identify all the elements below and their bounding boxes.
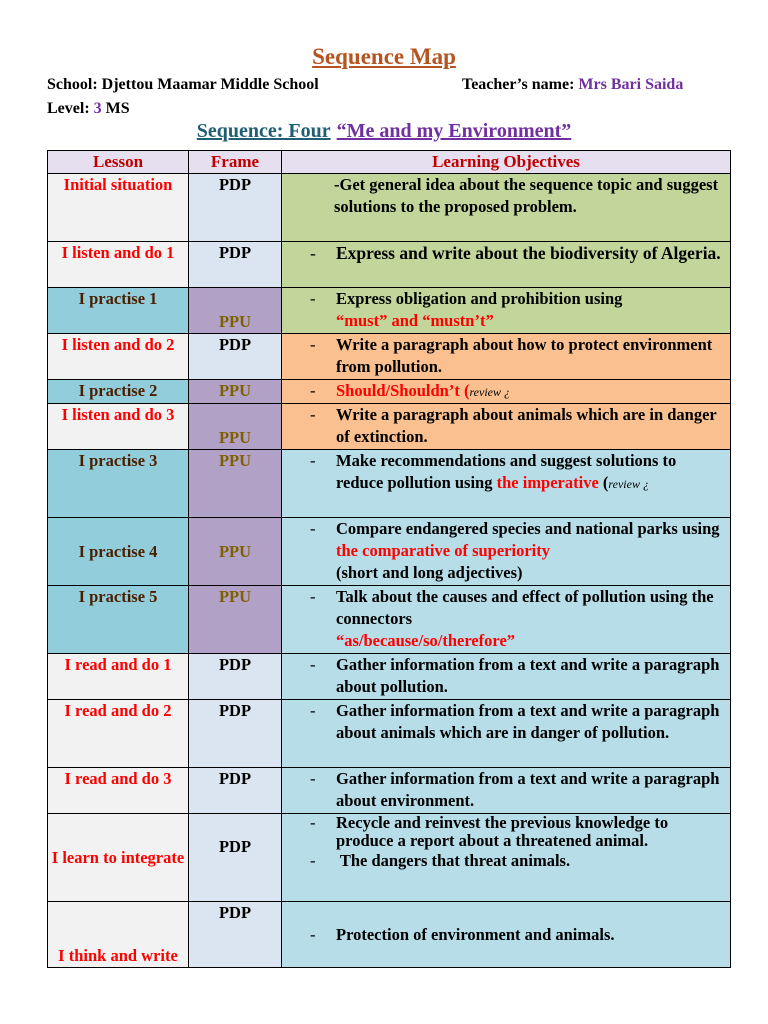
objective-text: Gather information from a text and write a paragraph about environment. xyxy=(336,769,720,810)
table-row xyxy=(48,814,731,902)
lesson-cell: I listen and do 3 xyxy=(48,404,189,450)
lesson-cell: I practise 3 xyxy=(48,450,189,518)
lesson-cell: I read and do 1 xyxy=(48,654,189,700)
objective-text: Protection of environment and animals. xyxy=(336,924,615,944)
table-row xyxy=(48,518,731,586)
table-row xyxy=(48,450,731,518)
objective-text: Express obligation and prohibition using xyxy=(336,289,623,308)
objective-cell xyxy=(282,518,731,586)
sequence-heading xyxy=(0,120,768,143)
objective-text: Recycle and reinvest the previous knowledge to produce a report about a threatened animal. xyxy=(336,813,669,850)
level-label: Level: xyxy=(47,100,90,117)
objective-text: Gather information from a text and write a paragraph about animals which are in danger of pollution. xyxy=(336,701,720,742)
objective-cell xyxy=(282,242,731,288)
frame-cell: PDP xyxy=(189,700,282,768)
lesson-cell: I read and do 3 xyxy=(48,768,189,814)
table-header-row xyxy=(48,151,731,174)
frame-cell: PDP xyxy=(189,334,282,380)
objective-text: Talk about the causes and effect of pollution using the connectors xyxy=(336,587,714,628)
objective-cell xyxy=(282,700,731,768)
header-frame: Frame xyxy=(189,151,282,174)
sequence-table xyxy=(47,150,731,968)
bullet-dash: - xyxy=(310,289,316,308)
bullet-dash: - xyxy=(310,701,316,720)
header-lesson: Lesson xyxy=(48,151,189,174)
bullet-dash: - xyxy=(310,924,316,944)
table-row xyxy=(48,242,731,288)
objective-highlight: the imperative xyxy=(496,473,599,492)
objective-highlight: “must” and “mustn’t” xyxy=(336,311,494,330)
objective-highlight: the comparative of superiority xyxy=(336,541,550,560)
objective-text: Compare endangered species and national parks using xyxy=(336,519,720,538)
table-row xyxy=(48,902,731,968)
objective-tail: ( xyxy=(598,473,609,492)
table-row xyxy=(48,334,731,380)
objective-cell xyxy=(282,768,731,814)
table-row xyxy=(48,380,731,404)
table-row xyxy=(48,586,731,654)
bullet-dash: - xyxy=(310,587,316,606)
lesson-cell: Initial situation xyxy=(48,174,189,242)
objective-cell xyxy=(282,814,731,902)
frame-cell: PPU xyxy=(189,518,282,586)
bullet-dash: - xyxy=(310,243,316,263)
table-row xyxy=(48,768,731,814)
frame-cell: PDP xyxy=(189,768,282,814)
frame-cell: PPU xyxy=(189,586,282,654)
level-suffix: MS xyxy=(105,100,130,117)
lesson-cell: I read and do 2 xyxy=(48,700,189,768)
objective-highlight: Should/Shouldn’t ( xyxy=(336,381,470,400)
sequence-label: Sequence: Four xyxy=(196,120,331,142)
page-title: Sequence Map xyxy=(312,44,456,69)
objective-text-2: The dangers that threat animals. xyxy=(336,851,571,870)
school-label: School: xyxy=(47,76,98,93)
objective-cell xyxy=(282,288,731,334)
objective-text: Write a paragraph about animals which are in danger of extinction. xyxy=(336,405,717,446)
header-objectives: Learning Objectives xyxy=(282,151,731,174)
objective-cell xyxy=(282,404,731,450)
objective-cell xyxy=(282,334,731,380)
level-line xyxy=(47,100,130,118)
school-name: Djettou Maamar Middle School xyxy=(101,76,319,93)
lesson-cell: I practise 5 xyxy=(48,586,189,654)
bullet-dash: - xyxy=(310,381,316,400)
bullet-dash: - xyxy=(310,769,316,788)
bullet-dash: - xyxy=(310,655,316,674)
bullet-dash: - xyxy=(310,405,316,424)
lesson-cell: I listen and do 2 xyxy=(48,334,189,380)
teacher-label: Teacher’s name: xyxy=(462,76,575,93)
lesson-cell: I learn to integrate xyxy=(48,814,189,902)
bullet-dash: - xyxy=(310,813,316,832)
table-row xyxy=(48,654,731,700)
frame-cell: PPU xyxy=(189,450,282,518)
table-row xyxy=(48,174,731,242)
review-note: review ¿ xyxy=(469,385,510,399)
frame-cell: PDP xyxy=(189,174,282,242)
objective-cell xyxy=(282,380,731,404)
lesson-cell: I practise 4 xyxy=(48,518,189,586)
table-row xyxy=(48,404,731,450)
objective-cell xyxy=(282,902,731,968)
sequence-name: “Me and my Environment” xyxy=(336,120,572,142)
objective-tail: (short and long adjectives) xyxy=(336,563,523,582)
objective-highlight: “as/because/so/therefore” xyxy=(336,631,516,650)
level-number: 3 xyxy=(93,100,102,117)
teacher-line xyxy=(462,76,683,94)
frame-cell: PDP xyxy=(189,242,282,288)
teacher-name: Mrs Bari Saida xyxy=(578,76,684,93)
objective-text: Make recommendations and suggest solutions to reduce pollution using xyxy=(336,451,677,492)
lesson-cell: I practise 1 xyxy=(48,288,189,334)
objective-text: Gather information from a text and write a paragraph about pollution. xyxy=(336,655,720,696)
lesson-cell: I practise 2 xyxy=(48,380,189,404)
bullet-dash: - xyxy=(310,851,316,870)
objective-cell xyxy=(282,654,731,700)
objective-text: -Get general idea about the sequence topic and suggest solutions to the proposed problem. xyxy=(334,175,719,216)
objective-text: Write a paragraph about how to protect environment from pollution. xyxy=(336,335,713,376)
objective-cell xyxy=(282,450,731,518)
objective-text: Express and write about the biodiversity of Algeria. xyxy=(336,243,721,263)
lesson-cell: I listen and do 1 xyxy=(48,242,189,288)
objective-cell xyxy=(282,174,731,242)
school-line xyxy=(47,76,319,94)
objective-cell xyxy=(282,586,731,654)
frame-cell: PDP xyxy=(189,902,282,968)
bullet-dash: - xyxy=(310,335,316,354)
frame-cell: PDP xyxy=(189,654,282,700)
review-note: review ¿ xyxy=(608,477,649,491)
table-row xyxy=(48,288,731,334)
frame-cell: PPU xyxy=(189,404,282,450)
table-row xyxy=(48,700,731,768)
frame-cell: PPU xyxy=(189,380,282,404)
bullet-dash: - xyxy=(310,451,316,470)
bullet-dash: - xyxy=(310,519,316,538)
lesson-cell: I think and write xyxy=(48,902,189,968)
frame-cell: PPU xyxy=(189,288,282,334)
frame-cell: PDP xyxy=(189,814,282,902)
